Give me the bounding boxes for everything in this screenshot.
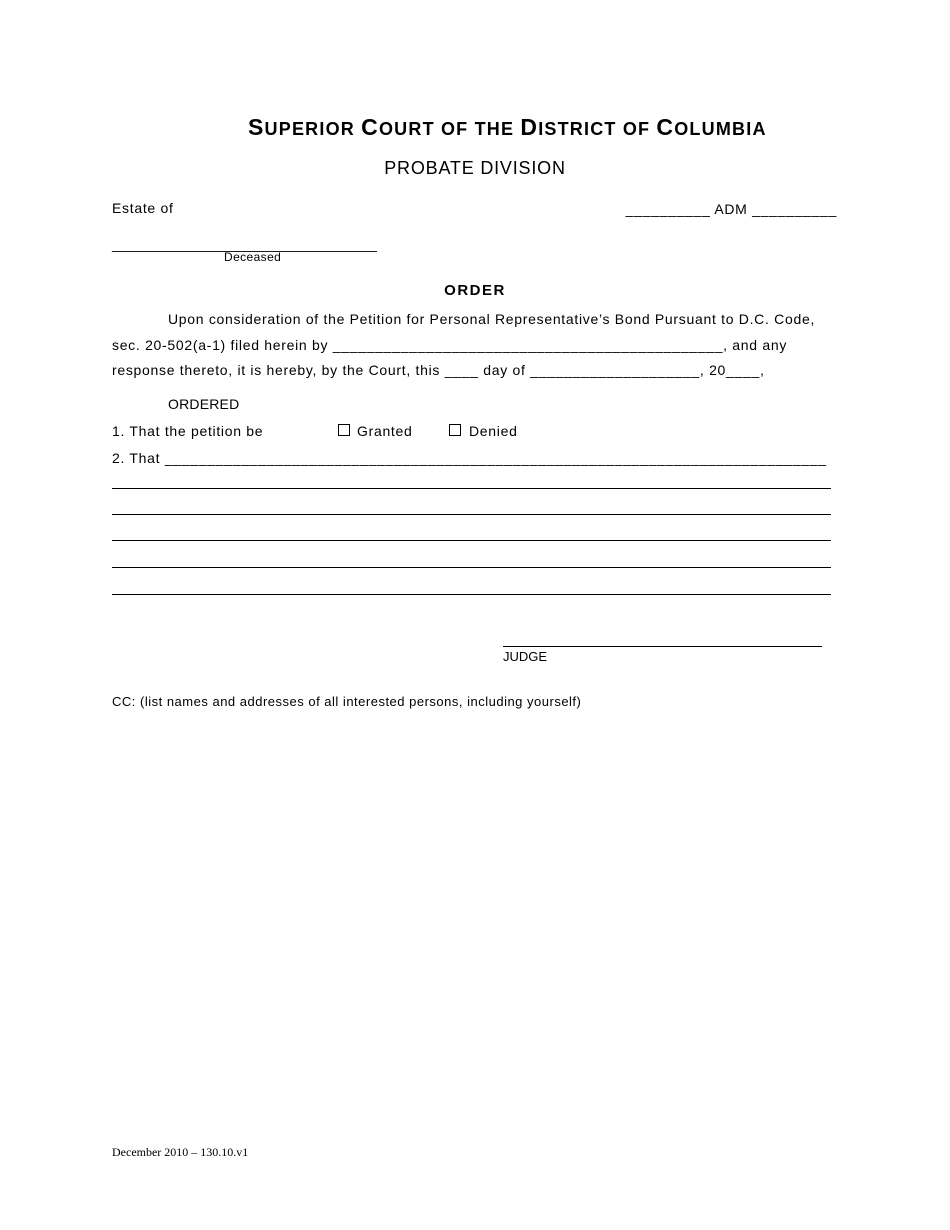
blank-line[interactable]: [112, 567, 831, 568]
title-smallcaps: OLUMBI: [674, 119, 753, 139]
blank-line[interactable]: [112, 488, 831, 489]
title-smallcaps: CT OF: [590, 119, 657, 139]
title-smallcaps: ISTRI: [538, 119, 591, 139]
blank-line[interactable]: [112, 514, 831, 515]
title-capital: C: [361, 114, 379, 140]
adm-number-field[interactable]: __________ ADM __________: [625, 201, 837, 217]
judge-signature-line[interactable]: [503, 646, 822, 647]
order-paragraph-line-1: Upon consideration of the Petition for Personal Representative’s Bond Pursuant to D.C. Code,: [168, 311, 816, 327]
title-capital: S: [248, 114, 265, 140]
granted-checkbox[interactable]: [338, 424, 350, 436]
denied-checkbox[interactable]: [449, 424, 461, 436]
title-capital: D: [520, 114, 539, 140]
denied-label: Denied: [469, 423, 518, 439]
decedent-name-field[interactable]: __________________________________: [112, 236, 377, 252]
title-capital: C: [656, 114, 675, 140]
order-paragraph-line-3[interactable]: response thereto, it is hereby, by the Court, this ____ day of ____________________, 20____,: [112, 362, 765, 378]
title-smallcaps: A: [752, 119, 767, 139]
title-smallcaps: OURT OF THE: [378, 119, 521, 139]
title-smallcaps: UPERI: [264, 119, 326, 139]
court-title: [248, 114, 767, 141]
title-smallcaps: OR: [325, 119, 362, 139]
division-subtitle: PROBATE DIVISION: [384, 158, 566, 178]
judge-label: JUDGE: [503, 649, 548, 664]
cc-instructions: CC: (list names and addresses of all interested persons, including yourself): [112, 694, 582, 709]
order-paragraph-line-2[interactable]: sec. 20-502(a-1) filed herein by ______________________________________________, and any: [112, 337, 788, 353]
estate-label: Estate of: [112, 200, 174, 216]
form-footer-id: December 2010 – 130.10.v1: [112, 1145, 249, 1159]
blank-line[interactable]: [112, 594, 831, 595]
item-1-text: 1. That the petition be: [112, 423, 264, 439]
blank-line[interactable]: [112, 540, 831, 541]
item-2-text[interactable]: 2. That ______________________________________________________________________________: [112, 450, 827, 466]
ordered-label: ORDERED: [168, 396, 240, 412]
order-heading: ORDER: [444, 282, 506, 299]
granted-label: Granted: [357, 423, 413, 439]
deceased-label: Deceased: [224, 250, 282, 264]
